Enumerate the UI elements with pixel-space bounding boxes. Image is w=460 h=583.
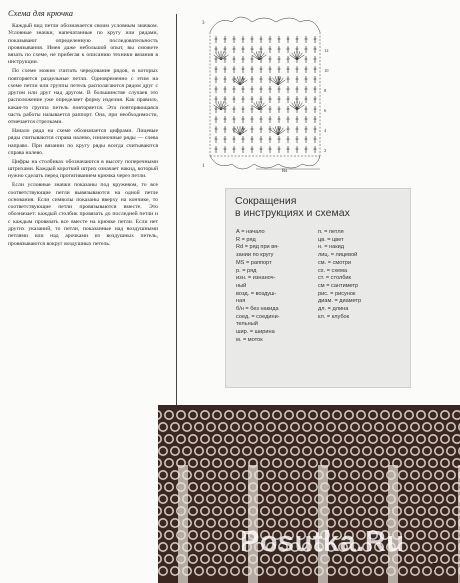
paragraph-2: По схеме можно считать чередование рядов, в которых повторяется раздельные петли. Одновременно с этим на схеме петли или группы петель располагаются рядом друг с другом или друг над другом. В большинстве случаев это расположение уже определяет форму изделия. Как правило, какая-то группа петель повторяется. Эта повторяющаяся часть работы называется раппорт. Она, при необходимости, отмечается стрелками.: [8, 68, 158, 126]
abbreviation-left: ный: [236, 282, 247, 289]
lace-column: [318, 465, 328, 583]
abbreviation-row: [236, 314, 402, 322]
chart-row-label: 8: [324, 88, 327, 93]
abbreviation-left: MS = раппорт: [236, 259, 272, 266]
abbreviation-row: [236, 229, 402, 237]
chart-row-label: 2: [324, 148, 327, 153]
abbreviation-left: Rd = ряд при вя-: [236, 244, 280, 251]
abbreviation-left: р. = ряд: [236, 267, 257, 274]
abbreviation-right: н. = накид: [318, 244, 345, 251]
chart-row-label: 4: [324, 128, 327, 133]
abbreviation-left: возд. = воздуш-: [236, 290, 277, 297]
abbreviation-left: R = ряд: [236, 236, 256, 243]
chart-row-label: 12: [324, 48, 329, 53]
abbreviation-left: м. = моток: [236, 336, 263, 343]
abbreviation-right: рис. = рисунок: [318, 290, 356, 297]
fan-stitch: [235, 128, 240, 135]
fan-stitch: [254, 53, 259, 60]
abbreviation-row: [236, 252, 402, 260]
fan-stitch: [254, 103, 259, 110]
abbreviation-right: сх. = схема: [318, 267, 348, 274]
lace-column: [178, 465, 188, 583]
paragraph-3: Начало ряда на схеме обозначается цифрами. Лицевые ряды считываются справа налево, изнаночные ряды — слева направо. При вязании по кругу ряды всегда считываются справа налево.: [8, 128, 158, 157]
paragraph-5: Если условные значки показаны под кружевом, то все соответствующие петли вывязываются на одной петле основания. Если символы показаны вверху на кончике, то соответствующие петли провязываются вместе. Это обозначает: каждый столбик провязать до последней петли и с каждым провязать все вместе на крючке петли. Если нет других указаний, то петли, показанные над воздушными петлями или над арочками из воздушных петель, провязываются вокруг воздушных петель.: [8, 182, 158, 247]
fan-stitch: [273, 78, 278, 85]
chart-row-labels: [324, 48, 329, 153]
lace-column: [388, 465, 398, 583]
abbreviation-right: см. = смотри: [318, 259, 351, 266]
abbreviation-right: диам. = диаметр: [318, 298, 362, 305]
abbreviation-right: [318, 321, 402, 329]
fan-stitch: [292, 103, 297, 110]
fan-stitch: [273, 128, 278, 135]
abbreviation-row: [236, 244, 402, 252]
abbreviation-left: изн. = изнаноч-: [236, 275, 276, 282]
chart-rapport-label: Rs: [282, 169, 288, 174]
abbreviation-left: б/н = без накида: [236, 306, 279, 313]
chart-fans: [214, 51, 305, 135]
abbreviation-right: [318, 329, 402, 337]
abbreviations-list: [236, 229, 402, 345]
fan-stitch: [297, 53, 302, 60]
chart-label-top: 3: [202, 21, 205, 26]
abbreviation-row: [236, 298, 402, 306]
abbreviations-title-line1: Сокращения: [235, 195, 297, 207]
chart-row-label: 6: [324, 108, 327, 113]
abbreviation-row: [236, 237, 402, 245]
abbreviation-left: соед. = соедини-: [236, 313, 280, 320]
abbreviation-row: [236, 275, 402, 283]
abbreviation-left: шир. = ширина: [236, 329, 275, 336]
abbreviation-row: [236, 321, 402, 329]
paragraph-1: Каждый вид петли обозначается своим условным значком. Условные значки, напечатанные по кругу или рядами, показывают определенную последовательность провязывания. Имея даже небольшой опыт, вы сможете вязать по схеме, не прибегая к описанию техники вязания в инструкции.: [8, 23, 158, 66]
abbreviation-row: [236, 283, 402, 291]
chart-row-label: 10: [324, 68, 329, 73]
abbreviations-title-line2: в инструкциях и схемах: [235, 207, 350, 219]
watermark-logo: Posutka.Ru: [240, 526, 405, 558]
chart-scallops: [210, 17, 320, 169]
text-column: [8, 8, 158, 513]
abbreviation-right: кл. = клубок: [318, 313, 350, 320]
abbreviation-row: [236, 268, 402, 276]
chart-stitches: [215, 36, 317, 153]
fan-stitch: [297, 103, 302, 110]
abbreviation-right: п. = петля: [318, 229, 344, 235]
abbreviation-left: ная: [236, 298, 246, 305]
abbreviation-right: цв. = цвет: [318, 236, 344, 243]
abbreviation-row: [236, 260, 402, 268]
abbreviation-right: [318, 337, 402, 345]
abbreviation-right: ст. = столбик: [318, 275, 351, 282]
chart-label-bottom: 1: [202, 164, 205, 169]
abbreviation-left: тельный: [236, 321, 258, 328]
abbreviation-left: зании по кругу: [236, 252, 274, 259]
abbreviation-row: [236, 306, 402, 314]
abbreviation-right: дл. = длина: [318, 306, 349, 313]
abbreviation-left: А = начало: [236, 229, 265, 235]
abbreviations-title: [226, 189, 410, 219]
abbreviation-row: [236, 291, 402, 299]
page-number: 7: [432, 562, 438, 573]
paragraph-4: Цифры на столбиках обозначаются в высоту поперечными штрихами. Каждый короткий штрих означает накид, который нужно сделать перед протягиванием крючка через петли.: [8, 158, 158, 180]
abbreviation-right: см = сантиметр: [318, 282, 359, 289]
lace-column: [248, 465, 258, 583]
abbreviation-row: [236, 337, 402, 345]
abbreviations-box: [225, 188, 411, 388]
crochet-chart: [196, 14, 334, 174]
section-heading: Схема для крючка: [8, 8, 74, 18]
abbreviation-row: [236, 329, 402, 337]
abbreviation-right: лиц. = лицевой: [318, 252, 358, 259]
fan-stitch: [292, 53, 297, 60]
chart-frame: [210, 32, 320, 156]
fan-stitch: [235, 78, 240, 85]
